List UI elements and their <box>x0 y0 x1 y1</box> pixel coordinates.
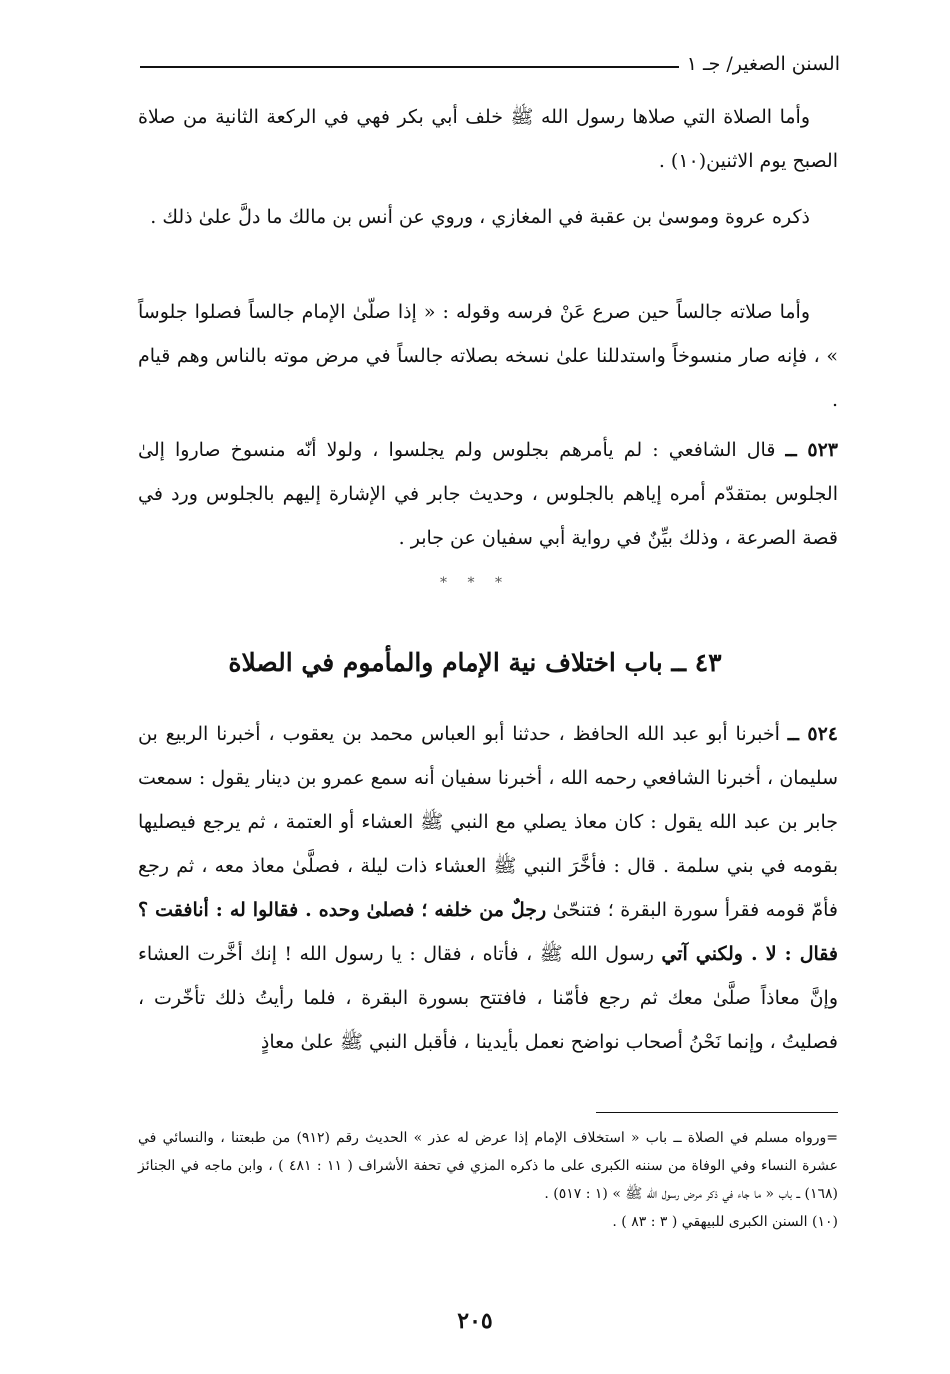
hadith-text-c: رسول الله ﷺ ، فأتاه ، فقال : يا رسول الله ! إنك أخَّرت العشاء وإنَّ معاذاً صلَّىٰ معك ثم رجع فأمّنا ، فافتتح بسورة البقرة ، فلما رأيتُ ذلك تأخّرت ، فصليتُ ، وإنما نَحْنُ أصحاب نواضح نعمل بأيدينا ، فأقبل النبي ﷺ علىٰ معاذٍ <box>138 943 838 1053</box>
paragraph-524-body <box>138 712 838 1064</box>
footnote-10: (١٠) السنن الكبرى للبيهقي ( ٣ : ٨٣ ) . <box>612 1214 838 1230</box>
page-number: ٢٠٥ <box>457 1308 493 1334</box>
paragraph-1 <box>138 95 838 183</box>
paragraph-1-text: وأما الصلاة التي صلاها رسول الله ﷺ خلف أبي بكر فهي في الركعة الثانية من صلاة الصبح يوم الاثنين(١٠) . <box>138 106 838 172</box>
hadith-text-b: رجلٌ من خلفه ؛ فصلىٰ وحده . فقالوا له : أنافقت ؟ فقال : لا . ولكني آتي <box>138 899 838 965</box>
chapter-heading: ٤٣ ــ باب اختلاف نية الإمام والمأموم في الصلاة <box>228 648 722 677</box>
footnote-rule <box>596 1112 838 1113</box>
section-separator: * * * <box>440 575 510 591</box>
running-header <box>140 50 840 78</box>
header-rule <box>140 66 679 68</box>
paragraph-3-text: وأما صلاته جالساً حين صرع عَنْ فرسه وقوله : « إذا صلّىٰ الإمام جالساً فصلوا جلوساً » ، فإنه صار منسوخاً واستدللنا علىٰ نسخه بصلاته جالساً في مرض موته بالناس وهم قيام . <box>138 301 838 411</box>
paragraph-3 <box>138 290 838 422</box>
paragraph-524 <box>138 712 838 1064</box>
hadith-number-523: ٥٢٣ ــ <box>785 439 838 461</box>
paragraph-523-body <box>138 428 838 560</box>
footnote-continuation: =ورواه مسلم في الصلاة ــ باب « استخلاف الإمام إذا عرض له عذر » الحديث رقم (٩١٢) من طبعتنا ، والنسائي في عشرة النساء وفي الوفاة من سننه الكبرى على ما ذكره المزي في تحفة الأشراف ( ١١ : ٤٨١ ) ، وابن ماجه في الجنائز (١٦٨) ــ باب « ما جاء في ذكر مرض رسول الله ﷺ » (١ : ٥١٧) . <box>138 1130 838 1202</box>
running-title: السنن الصغير/ جـ ١ <box>686 53 840 75</box>
paragraph-2-text: ذكره عروة وموسىٰ بن عقبة في المغازي ، وروي عن أنس بن مالك ما دلَّ علىٰ ذلك . <box>150 206 810 228</box>
footnotes <box>138 1124 838 1236</box>
paragraph-2 <box>138 195 838 239</box>
hadith-text-a: أخبرنا أبو عبد الله الحافظ ، حدثنا أبو العباس محمد بن يعقوب ، أخبرنا الربيع بن سليمان ، أخبرنا الشافعي رحمه الله ، أخبرنا سفيان أنه سمع عمرو بن دينار يقول : سمعت جابر بن عبد الله يقول : كان معاذ يصلي مع النبي ﷺ العشاء أو العتمة ، ثم يرجع فيصليها بقومه في بني سلمة . قال : فأخَّرَ النبي ﷺ العشاء ذات ليلة ، فصلَّىٰ معاذ معه ، ثم رجع فأمّ قومه فقرأ سورة البقرة ؛ فتنحّىٰ <box>138 723 839 921</box>
hadith-number-524: ٥٢٤ ــ <box>787 723 839 745</box>
paragraph-523 <box>138 428 838 560</box>
paragraph-523-text: قال الشافعي : لم يأمرهم بجلوس ولم يجلسوا ، ولولا أنّه منسوخ صاروا إلىٰ الجلوس بمتقدّم أمره إياهم بالجلوس ، وحديث جابر في الإشارة إليهم بالجلوس ورد في قصة الصرعة ، وذلك بيِّنٌ في رواية أبي سفيان عن جابر . <box>138 439 838 549</box>
